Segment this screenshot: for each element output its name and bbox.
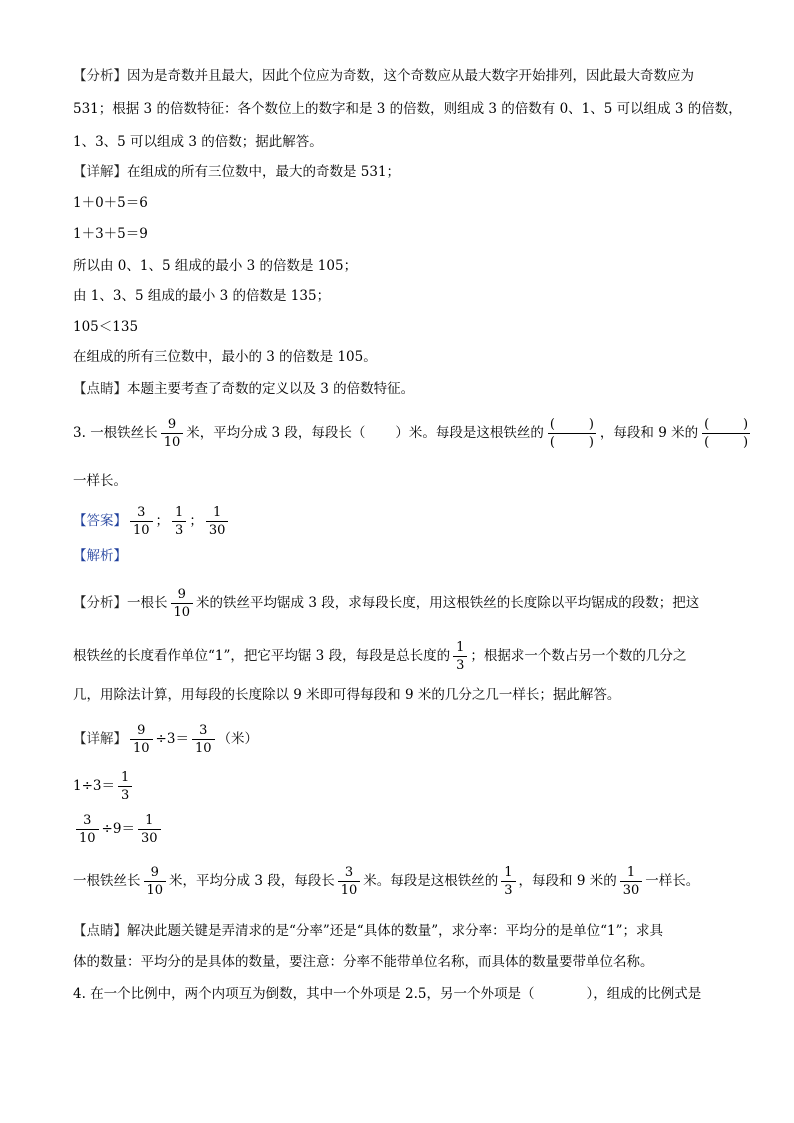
numerator: 1 — [212, 505, 222, 520]
question-4-line-1 — [73, 985, 733, 1003]
question-text-part-3: ）米。每段是这根铁丝的 — [395, 425, 544, 441]
fraction-one-third — [501, 864, 515, 899]
denominator-blank — [704, 434, 748, 451]
numerator: 1 — [456, 640, 465, 655]
question-text-part-2: ），组成的比例式是 — [586, 986, 702, 1002]
answer-fraction-2 — [172, 504, 186, 539]
denominator: 10 — [130, 739, 153, 757]
question-3-line-2: 一样长。 — [73, 473, 127, 489]
answer-separator: ； — [189, 513, 203, 529]
question-number: 3. — [73, 425, 86, 441]
denominator: 10 — [171, 603, 194, 621]
numerator: 9 — [177, 587, 186, 602]
fraction-nine-tenths — [161, 416, 184, 451]
paren-right: ) — [588, 417, 594, 432]
question-text-part-1: 一根铁丝长 — [90, 425, 158, 441]
unit: （米） — [217, 731, 258, 747]
answer-blank-fraction-2[interactable] — [702, 416, 750, 451]
paren-right: ) — [743, 435, 749, 450]
numerator: 3 — [344, 865, 354, 880]
numerator: 3 — [83, 813, 92, 828]
answer-fraction-1 — [130, 504, 153, 539]
denominator: 30 — [206, 521, 229, 539]
denominator: 10 — [130, 521, 153, 539]
numerator: 9 — [167, 417, 177, 432]
fraction-three-tenths — [192, 722, 215, 757]
analysis-line-3: 1、3、5 可以组成 3 的倍数；据此解答。 — [73, 134, 323, 150]
question-number: 4. — [73, 986, 86, 1002]
answer-tag: 【答案】 — [73, 513, 127, 529]
fraction-one-thirtieth — [620, 864, 643, 899]
numerator: 1 — [145, 813, 154, 828]
denominator: 10 — [338, 881, 361, 899]
analysis2-line-1 — [73, 582, 733, 624]
fraction-nine-tenths — [144, 864, 167, 899]
fraction-three-tenths — [338, 864, 361, 899]
detail2-line-2 — [73, 765, 733, 807]
comment-line-1 — [73, 380, 733, 398]
analysis-text: 一根长 — [127, 595, 168, 611]
summary-text: 米。每段是这根铁丝的 — [363, 873, 499, 889]
analysis-tag: 【分析】 — [73, 68, 127, 84]
numerator: 3 — [137, 505, 146, 520]
paren-left: ( — [549, 417, 555, 432]
numerator-blank — [704, 416, 748, 433]
summary-text: 一样长。 — [645, 873, 700, 889]
denominator: 3 — [118, 786, 132, 804]
fraction-one-third — [118, 769, 132, 804]
question-text-part-1: 在一个比例中，两个内项互为倒数，其中一个外项是 2.5，另一个外项是（ — [90, 986, 535, 1002]
detail-tag: 【详解】 — [73, 164, 127, 180]
detail-line-2: 1＋0＋5＝6 — [73, 195, 148, 211]
expression: 1÷3＝ — [73, 778, 115, 794]
detail-line-1 — [73, 163, 733, 181]
comment-tag: 【点睛】 — [73, 381, 127, 397]
denominator: 30 — [620, 881, 643, 899]
detail2-line-3 — [73, 808, 733, 850]
denominator: 10 — [144, 881, 167, 899]
summary-text: 米，平均分成 3 段，每段长 — [169, 873, 335, 889]
answer-blank-fraction-1[interactable] — [548, 416, 596, 451]
comment2-line-1 — [73, 922, 733, 940]
operator: ÷3＝ — [155, 731, 189, 747]
paren-left: ( — [704, 435, 710, 450]
detail2-line-1 — [73, 718, 733, 760]
denominator: 30 — [138, 829, 161, 847]
numerator: 1 — [175, 505, 184, 520]
numerator-blank — [550, 416, 594, 433]
detail-line-3: 1＋3＋5＝9 — [73, 226, 148, 242]
analysis-text: 因为是奇数并且最大，因此个位应为奇数，这个奇数应从最大数字开始排列，因此最大奇数应为 — [127, 68, 694, 84]
comment-text: 解决此题关键是弄清求的是“分率”还是“具体的数量”，求分率：平均分的是单位“1”；求具 — [127, 923, 663, 939]
question-3-line-1 — [73, 412, 749, 454]
paren-left: ( — [704, 417, 710, 432]
detail-tag: 【详解】 — [73, 731, 127, 747]
denominator: 10 — [76, 829, 99, 847]
fraction-one-thirtieth — [138, 812, 161, 847]
numerator: 9 — [150, 865, 159, 880]
paren-right: ) — [588, 435, 594, 450]
numerator: 9 — [137, 723, 146, 738]
numerator: 1 — [121, 770, 130, 785]
analysis-line-1 — [73, 67, 733, 85]
summary-text: ，每段和 9 米的 — [518, 873, 617, 889]
comment-text: 本题主要考查了奇数的定义以及 3 的倍数特征。 — [127, 381, 415, 397]
detail2-summary-line — [73, 860, 733, 902]
answer-line — [73, 500, 733, 542]
explanation-tag: 【解析】 — [73, 548, 127, 564]
numerator: 1 — [504, 865, 513, 880]
comment2-line-2: 体的数量：平均分的是具体的数量，要注意：分率不能带单位名称，而具体的数量要带单位名称。 — [73, 954, 654, 970]
comment-tag: 【点睛】 — [73, 923, 127, 939]
analysis-line-2: 531；根据 3 的倍数特征：各个数位上的数字和是 3 的倍数，则组成 3 的倍数有 0、1、5 可以组成 3 的倍数， — [73, 101, 742, 117]
fraction-nine-tenths — [171, 586, 194, 621]
analysis-text: 米的铁丝平均锯成 3 段，求每段长度，用这根铁丝的长度除以平均锯成的段数；把这 — [196, 595, 700, 611]
denominator: 3 — [501, 881, 515, 899]
denominator: 3 — [172, 521, 186, 539]
numerator: 3 — [199, 723, 208, 738]
answer-fraction-3 — [206, 504, 229, 539]
operator: ÷9＝ — [101, 821, 135, 837]
analysis-text: 根铁丝的长度看作单位“1”，把它平均锯 3 段，每段是总长度的 — [73, 648, 451, 664]
fraction-one-third — [453, 639, 467, 674]
denominator: 10 — [192, 739, 215, 757]
fraction-nine-tenths — [130, 722, 153, 757]
fraction-three-tenths — [76, 812, 99, 847]
detail-line-7: 在组成的所有三位数中，最小的 3 的倍数是 105。 — [73, 349, 377, 365]
analysis-tag: 【分析】 — [73, 595, 127, 611]
detail-line-4: 所以由 0、1、5 组成的最小 3 的倍数是 105； — [73, 258, 358, 274]
question-text-part-2: 米，平均分成 3 段，每段长（ — [186, 425, 366, 441]
denominator: 10 — [161, 433, 184, 451]
analysis-text: ；根据求一个数占另一个数的几分之 — [470, 648, 687, 664]
analysis2-line-3: 几，用除法计算，用每段的长度除以 9 米即可得每段和 9 米的几分之几一样长；据此解答。 — [73, 687, 621, 703]
question-text-part-4: ，每段和 9 米的 — [599, 425, 699, 441]
summary-text: 一根铁丝长 — [73, 873, 141, 889]
denominator: 3 — [453, 656, 467, 674]
numerator: 1 — [626, 865, 636, 880]
answer-separator: ； — [155, 513, 170, 529]
paren-left: ( — [549, 435, 555, 450]
detail-line-5: 由 1、3、5 组成的最小 3 的倍数是 135； — [73, 288, 331, 304]
analysis2-line-2 — [73, 635, 733, 677]
detail-line-6: 105＜135 — [73, 319, 139, 335]
paren-right: ) — [743, 417, 749, 432]
detail-text: 在组成的所有三位数中，最大的奇数是 531； — [127, 164, 401, 180]
denominator-blank — [550, 434, 594, 451]
